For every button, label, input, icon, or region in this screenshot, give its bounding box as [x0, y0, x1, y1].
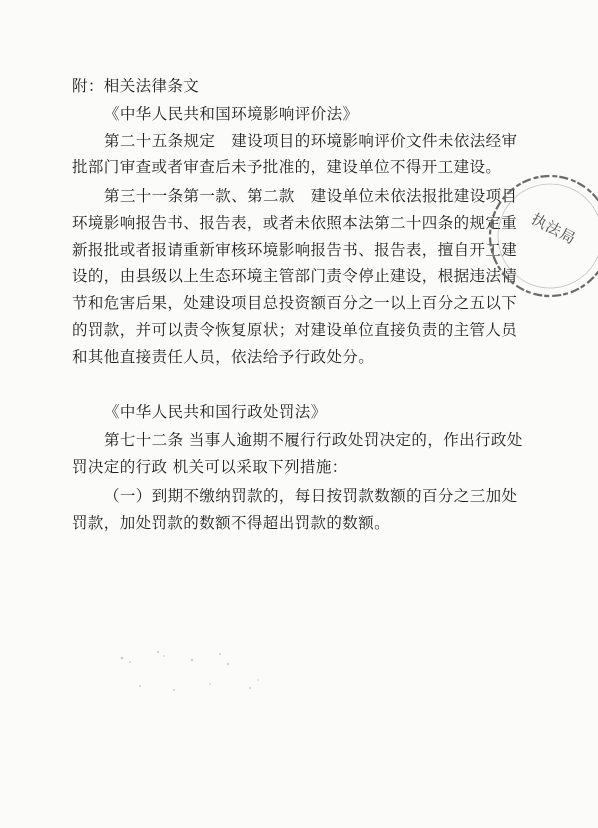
official-seal-stamp: [484, 170, 598, 302]
law1-article31-line1: 第三十一条第一款、第二款 建设单位未依法报批建设项目: [104, 187, 518, 205]
appendix-heading: 附：相关法律条文: [72, 77, 200, 95]
law2-article72-line1: 第七十二条 当事人逾期不履行行政处罚决定的，作出行政处: [104, 431, 523, 449]
law2-article72-line2: 罚决定的行政 机关可以采取下列措施：: [72, 458, 348, 476]
law2-item1-line1: （一）到期不缴纳罚款的，每日按罚款数额的百分之三加处: [104, 487, 518, 505]
law1-title: 《中华人民共和国环境影响评价法》: [104, 105, 359, 123]
law1-article31-line2: 环境影响报告书、报告表，或者未依照本法第二十四条的规定重: [72, 214, 518, 232]
law2-item1-line2: 罚款，加处罚款的数额不得超出罚款的数额。: [72, 514, 391, 532]
law1-article25-line2: 批部门审查或者审查后未予批准的，建设单位不得开工建设。: [72, 158, 502, 176]
law1-article31-line3: 新报批或者报请重新审核环境影响报告书、报告表，擅自开工建: [72, 241, 518, 259]
seal-text: 执法局: [528, 209, 580, 249]
law2-title: 《中华人民共和国行政处罚法》: [104, 403, 327, 421]
law1-article31-line4: 设的，由县级以上生态环境主管部门责令停止建设，根据违法情: [72, 267, 518, 285]
law1-article25-line1: 第二十五条规定 建设项目的环境影响评价文件未依法经审: [104, 132, 518, 150]
law1-article31-line6: 的罚款，并可以责令恢复原状；对建设单位直接负责的主管人员: [72, 321, 518, 339]
scan-noise-marks: [100, 640, 300, 700]
law1-article31-line5: 节和危害后果，处建设项目总投资额百分之一以上百分之五以下: [72, 294, 518, 312]
law1-article31-line7: 和其他直接责任人员，依法给予行政处分。: [72, 348, 375, 366]
